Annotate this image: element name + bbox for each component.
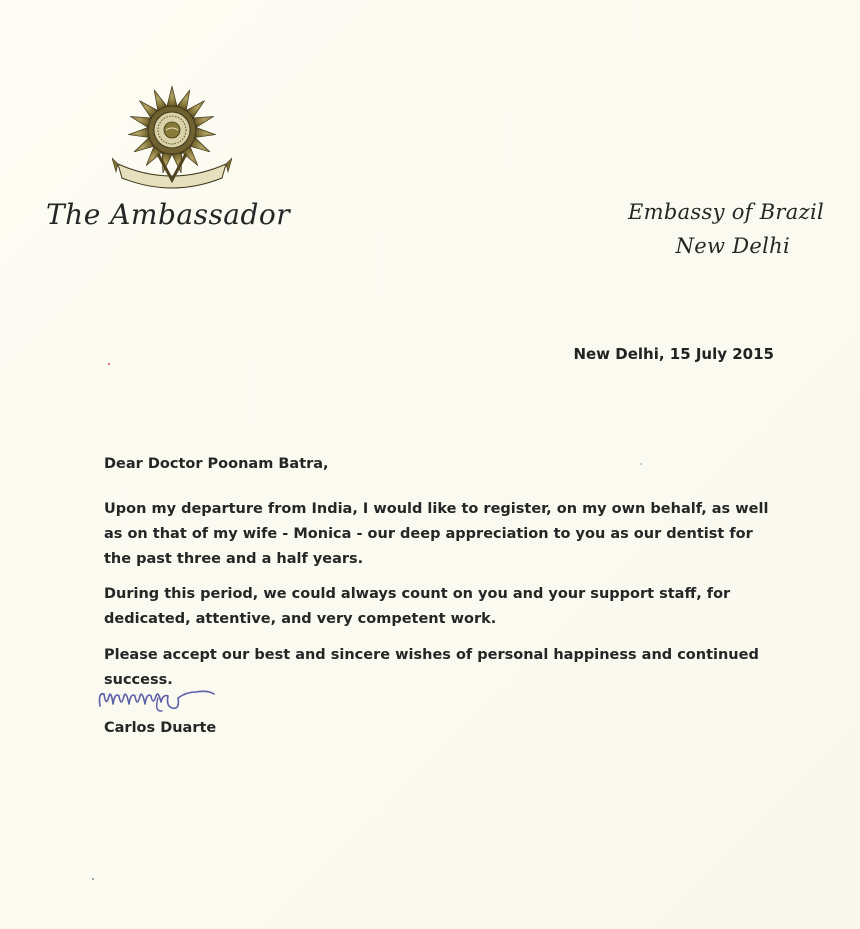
signer-name: Carlos Duarte xyxy=(104,720,217,736)
paper-speck xyxy=(640,463,642,465)
embassy-name: Embassy of Brazil xyxy=(628,200,824,224)
salutation: Dear Doctor Poonam Batra, xyxy=(104,456,329,472)
paper-speck xyxy=(92,878,94,880)
paragraph-wishes: Please accept our best and sincere wishes of personal happiness and continued success. xyxy=(104,647,759,688)
embassy-city: New Delhi xyxy=(675,234,790,258)
sender-title: The Ambassador xyxy=(46,198,291,231)
paragraph-support: During this period, we could always count on you and your support staff, for dedicated, attentive, and very competent work. xyxy=(104,586,731,627)
letter-date: New Delhi, 15 July 2015 xyxy=(573,345,774,363)
handwritten-signature xyxy=(96,684,218,716)
coat-of-arms-emblem xyxy=(112,84,232,196)
paragraph-appreciation: Upon my departure from India, I would like to register, on my own behalf, as well as on that of my wife - Monica - our deep appreciation to you as our dentist for the past three and a half years. xyxy=(104,501,769,567)
paper-speck xyxy=(108,363,110,365)
